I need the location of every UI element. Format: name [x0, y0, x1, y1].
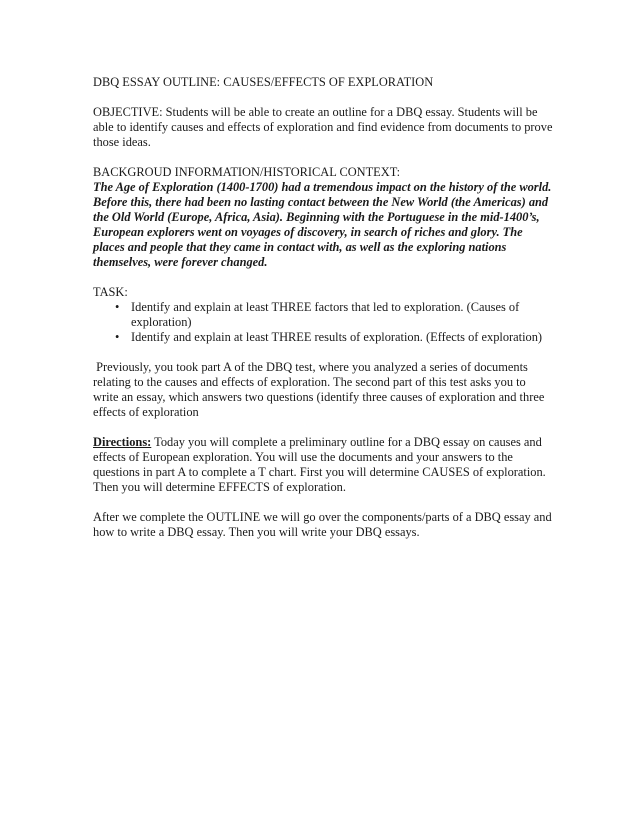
task-item — [93, 330, 553, 345]
objective-paragraph: OBJECTIVE: Students will be able to create an outline for a DBQ essay. Students will be able to identify causes and effects of exploration and find evidence from documents to prove those ideas. — [93, 105, 553, 149]
bullet-icon: • — [115, 330, 120, 344]
task-item-text: Identify and explain at least THREE factors that led to exploration. (Causes of exploration) — [131, 300, 520, 329]
previously-paragraph — [93, 360, 553, 420]
directions-paragraph — [93, 435, 553, 495]
document-title: DBQ ESSAY OUTLINE: CAUSES/EFFECTS OF EXPLORATION — [93, 75, 434, 89]
task-item — [93, 300, 553, 330]
closing-paragraph: After we complete the OUTLINE we will go over the components/parts of a DBQ essay and how to write a DBQ essay. Then you will write your DBQ essays. — [93, 510, 552, 539]
task-item-text: Identify and explain at least THREE results of exploration. (Effects of exploration) — [131, 330, 543, 344]
directions-text: Today you will complete a preliminary outline for a DBQ essay on causes and effects of European exploration. You will use the documents and your answers to the questions in part A to complete a T chart. First you will determine CAUSES of exploration. Then you will determine EFFECTS of exploration. — [93, 435, 546, 494]
bullet-icon: • — [115, 300, 120, 314]
document-page — [93, 75, 553, 540]
previously-text: Previously, you took part A of the DBQ test, where you analyzed a series of documents relating to the causes and effects of exploration. The second part of this test asks you to write an essay, which answers two questions (identify three causes of exploration and three effects of exploration — [93, 360, 545, 419]
task-heading: TASK: — [93, 285, 128, 299]
directions-label: Directions: — [93, 435, 152, 449]
context-heading: BACKGROUD INFORMATION/HISTORICAL CONTEXT: — [93, 165, 401, 179]
task-list — [93, 300, 553, 345]
context-body: The Age of Exploration (1400-1700) had a tremendous impact on the history of the world. Before this, there had been no lasting contact between the New World (the Americas) and the Old World (Europe, Africa, Asia). Beginning with the Portuguese in the mid-1400’s, European explorers went on voyages of discovery, in search of riches and glory. The places and people that they came in contact with, as well as the exploring nations themselves, were forever changed. — [93, 180, 552, 269]
